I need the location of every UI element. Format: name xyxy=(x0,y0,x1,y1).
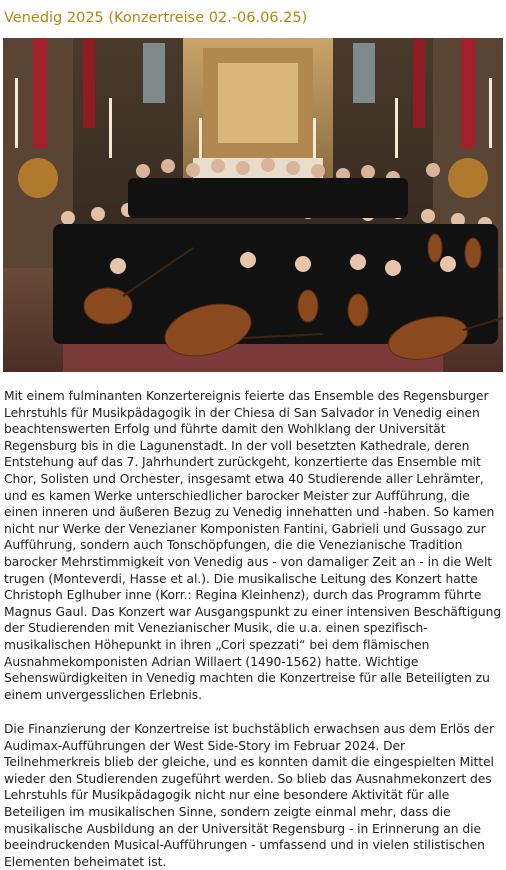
article-title: Venedig 2025 (Konzertreise 02.-06.06.25) xyxy=(4,10,308,26)
article-paragraph-2: Die Finanzierung der Konzertreise ist buchstäblich erwachsen aus dem Erlös der Audimax-Aufführungen der West Side-Story im Februar 2024. Der Teilnehmerkreis blieb der gleiche, und es konnten damit die eingespielten Mittel wieder den Studierenden zugeführt werden. So blieb das Ausnahmekonzert des Lehrstuhls für Musikpädagogik nicht nur eine besondere Aktivität für alle Beteiligen im musikalischen Sinne, sondern zeigte einmal mehr, dass die musikalische Ausbildung an der Universität Regensburg - in Erinnerung an die beeindruckenden Musical-Aufführungen - umfassend und in vielen stilistischen Elementen beheimatet ist. xyxy=(4,722,495,869)
ensemble-photo xyxy=(3,38,503,372)
ensemble-photo-illustration xyxy=(3,38,503,372)
article-paragraph-1: Mit einem fulminanten Konzertereignis feierte das Ensemble des Regensburger Lehrstuhls für Musikpädagogik in der Chiesa di San Salvador in Venedig einen beachtenswerten Erfolg und führte damit den Wohlklang der Universität Regensburg bis in die Lagunenstadt. In der voll besetzten Kathedrale, deren Entstehung auf das 7. Jahrhundert zurückgeht, konzertierte das Ensemble mit Chor, Solisten und Orchester, insgesamt etwa 40 Studierende aller Lehrämter, und es kamen Werke unterschiedlicher barocker Meister zur Aufführung, die einen inneren und äußeren Bezug zu Venedig innehatten und -haben. So kamen nicht nur Werke der Venezianer Komponisten Fantini, Gabrieli und Gussago zur Aufführung, sondern auch Tonschöpfungen, die die Venezianische Tradition barocker Mehrstimmigkeit von Venedig aus - von damaliger Zeit an - in die Welt trugen (Monteverdi, Hasse et al.). Die musikalische Leitung des Konzert hatte Christoph Eglhuber inne (Korr.: Regina Kleinhenz), durch das Programm führte Magnus Gaul. Das Konzert war Ausgangspunkt zu einer intensiven Beschäftigung der Studierenden mit Venezianischer Musik, die u.a. einen spezifisch-musikalischen Höhepunkt in ihren „Cori spezzati“ bei dem flämischen Ausnahmekomponisten Adrian Willaert (1490-1562) hatte. Wichtige Sehenswürdigkeiten in Venedig machten die Konzertreise für alle Beteiligten zu einem unvergesslichen Erlebnis. xyxy=(4,389,502,702)
